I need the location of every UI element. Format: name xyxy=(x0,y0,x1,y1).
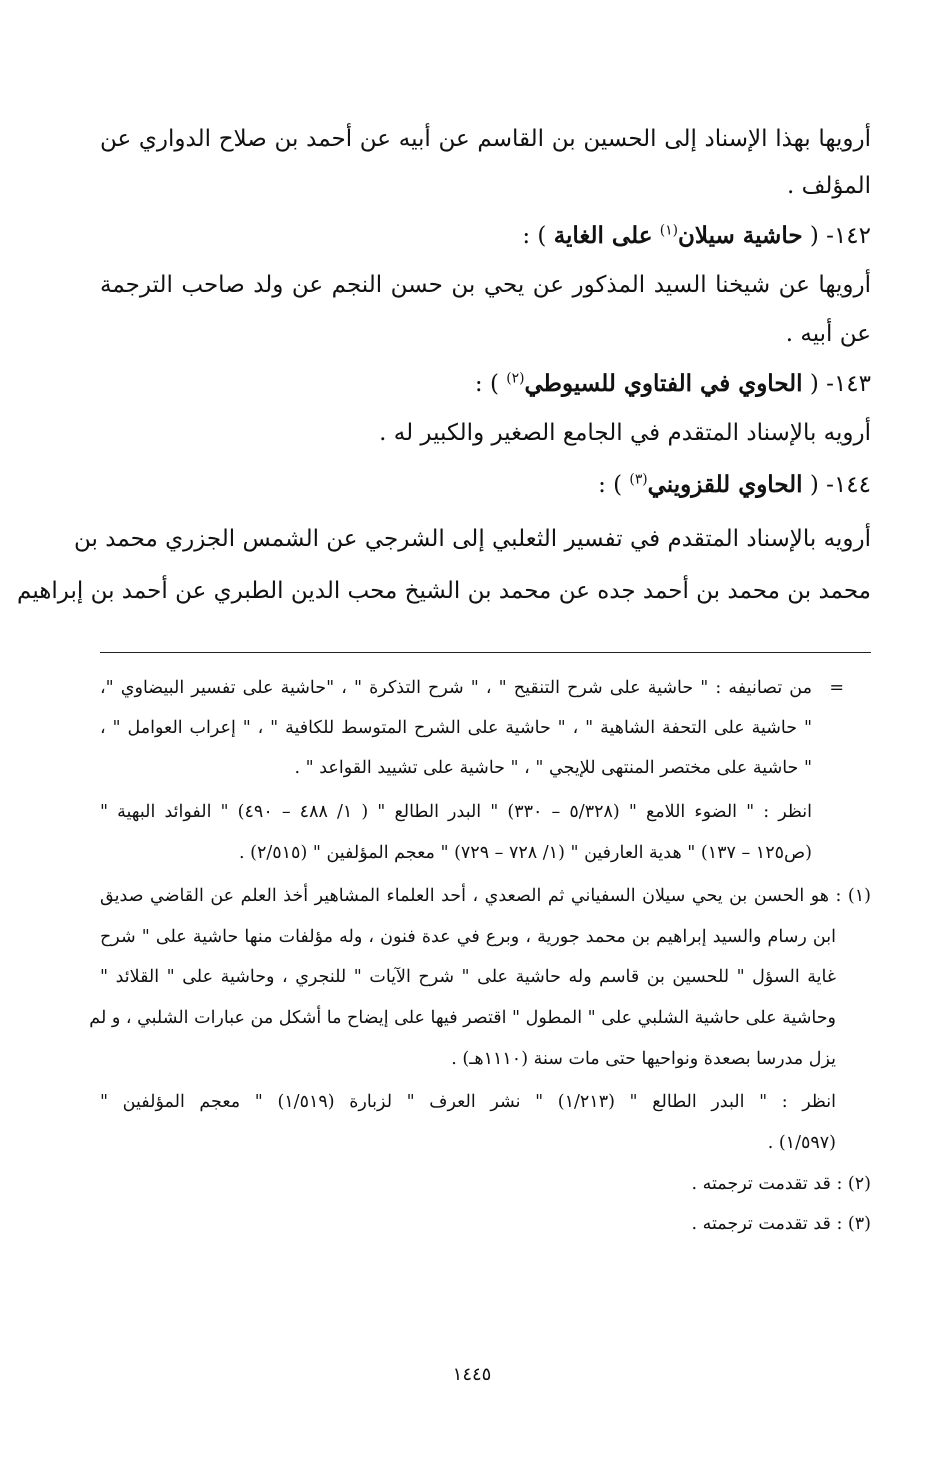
footnote-3: (٣) : قد تقدمت ترجمته . xyxy=(691,1214,871,1234)
body-line-9: أرويه بالإسناد المتقدم في تفسير الثعلبي إلى الشرجي عن الشمس الجزري محمد بن xyxy=(74,526,871,552)
entry-144-number: ١٤٤- ( xyxy=(809,472,871,498)
footnote-separator xyxy=(100,652,871,653)
entry-142-title: حاشية سيلان xyxy=(677,222,803,249)
entry-142-number: ١٤٢- ( xyxy=(809,223,871,249)
body-line-7: أرويه بالإسناد المتقدم في الجامع الصغير والكبير له . xyxy=(379,420,871,446)
footnote-1-line-5: يزل مدرسا بصعدة ونواحيها حتى مات سنة (١١١٠هـ) . xyxy=(451,1049,836,1069)
entry-143-heading xyxy=(475,370,871,397)
entry-143-number: ١٤٣- ( xyxy=(809,371,871,397)
page-number: ١٤٤٥ xyxy=(452,1364,492,1385)
body-line-10: محمد بن محمد بن أحمد جده عن محمد بن الشيخ محب الدين الطبري عن أحمد بن إبراهيم xyxy=(17,578,871,604)
footnote-continuation-marker: = xyxy=(829,678,844,698)
body-line-2: المؤلف . xyxy=(786,173,871,199)
footnote-1-line-7: (١/٥٩٧) . xyxy=(767,1133,836,1153)
entry-144-title: الحاوي للقزويني xyxy=(647,471,803,498)
entry-142-title-rest: على الغاية xyxy=(553,222,653,249)
entry-144-heading xyxy=(598,471,871,498)
footnote-ref-2: (٢) xyxy=(506,370,525,387)
footnote-cont-line-1: من تصانيفه : " حاشية على شرح التنقيح " ، " شرح التذكرة " ، "حاشية على تفسير البيضاوي "، xyxy=(100,678,812,698)
entry-142-close: ) : xyxy=(522,223,547,249)
footnote-1-line-2: ابن رسام والسيد إبراهيم بن محمد جورية ، وبرع في عدة فنون ، وله مؤلفات منها حاشية على " شرح xyxy=(100,927,836,947)
footnote-cont-line-5: (ص١٢٥ – ١٣٧) " هدية العارفين " (١/ ٧٢٨ – ٧٢٩) " معجم المؤلفين " (٢/٥١٥) . xyxy=(238,843,812,863)
footnote-2: (٢) : قد تقدمت ترجمته . xyxy=(691,1174,871,1194)
footnote-ref-1: (١) xyxy=(659,222,678,239)
footnote-cont-line-3: " حاشية على مختصر المنتهى للإيجي " ، " حاشية على تشييد القواعد " . xyxy=(294,758,812,778)
footnote-1-line-3: غاية السؤل " للحسين بن قاسم وله حاشية على " شرح الآيات " للنجري ، وحاشية على " القلائد " xyxy=(100,967,836,987)
footnote-1-line-1: (١) : هو الحسن بن يحي سيلان السفياني ثم الصعدي ، أحد العلماء المشاهير أخذ العلم عن القاضي صديق xyxy=(100,886,871,906)
footnote-ref-3: (٣) xyxy=(629,471,648,488)
footnote-1-line-6: انظر : " البدر الطالع " (١/٢١٣) " نشر العرف " لزبارة (١/٥١٩) " معجم المؤلفين " xyxy=(100,1092,836,1112)
entry-144-close: ) : xyxy=(598,472,623,498)
body-line-1: أرويها بهذا الإسناد إلى الحسين بن القاسم عن أبيه عن أحمد بن صلاح الدواري عن xyxy=(100,126,871,152)
entry-143-title: الحاوي في الفتاوي للسيوطي xyxy=(524,370,803,397)
entry-143-close: ) : xyxy=(474,371,499,397)
body-line-5: عن أبيه . xyxy=(785,321,871,347)
footnote-1-line-4: وحاشية على حاشية الشلبي على " المطول " اقتصر فيها على إيضاح ما أشكل من عبارات الشلبي ، و لم xyxy=(89,1008,836,1028)
body-line-4: أرويها عن شيخنا السيد المذكور عن يحي بن حسن النجم عن ولد صاحب الترجمة xyxy=(100,272,871,298)
footnote-cont-line-4: انظر : " الضوء اللامع " (٥/٣٢٨ – ٣٣٠) " البدر الطالع " ( ١/ ٤٨٨ – ٤٩٠) " الفوائد البهية " xyxy=(100,802,812,822)
entry-142-heading xyxy=(522,222,871,249)
footnote-cont-line-2: " حاشية على التحفة الشاهية " ، " حاشية على الشرح المتوسط للكافية " ، " إعراب العوامل " ، xyxy=(100,718,812,738)
